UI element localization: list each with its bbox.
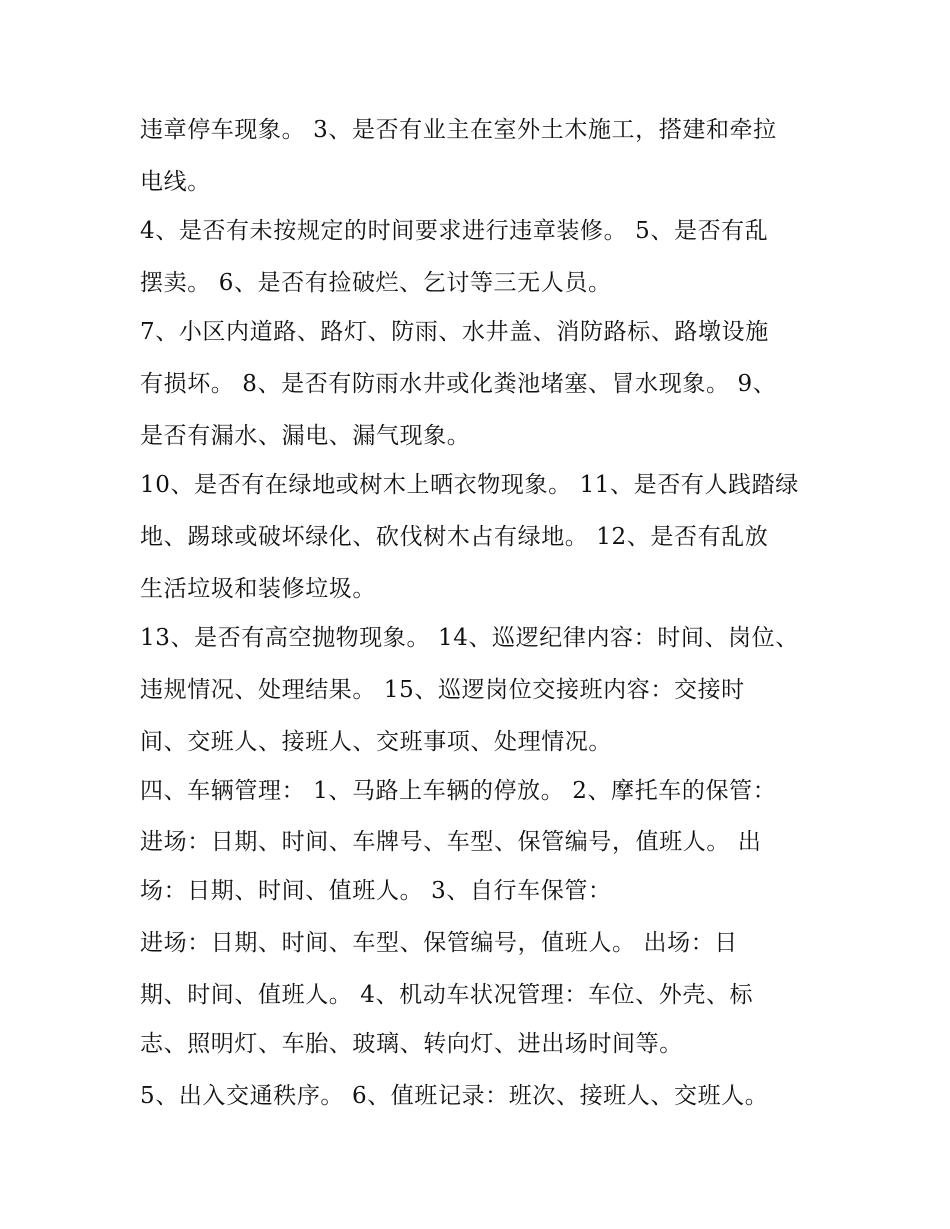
- text-line: 违规情况、处理结果。 15、巡逻岗位交接班内容：交接时: [140, 677, 745, 703]
- text-line: 场：日期、时间、值班人。 3、自行车保管：: [140, 878, 612, 904]
- text-line: 有损坏。 8、是否有防雨水井或化粪池堵塞、冒水现象。 9、: [140, 371, 777, 397]
- text-line: 5、出入交通秩序。 6、值班记录：班次、接班人、交班人。: [140, 1083, 769, 1109]
- text-line: 进场：日期、时间、车型、保管编号，值班人。 出场：日: [140, 930, 738, 956]
- text-line: 违章停车现象。 3、是否有业主在室外土木施工，搭建和牵拉: [140, 117, 777, 143]
- text-line: 是否有漏水、漏电、漏气现象。: [140, 423, 471, 449]
- text-line: 7、小区内道路、路灯、防雨、水井盖、消防路标、路墩设施: [140, 319, 769, 345]
- text-line: 生活垃圾和装修垃圾。: [140, 576, 376, 602]
- text-line: 进场：日期、时间、车牌号、车型、保管编号，值班人。 出: [140, 829, 762, 855]
- text-line: 电线。: [140, 169, 211, 195]
- text-line: 摆卖。 6、是否有捡破烂、乞讨等三无人员。: [140, 270, 612, 296]
- text-line: 10、是否有在绿地或树木上晒衣物现象。 11、是否有人践踏绿: [140, 472, 799, 498]
- text-line: 四、车辆管理： 1、马路上车辆的停放。 2、摩托车的保管：: [140, 778, 777, 804]
- text-line: 间、交班人、接班人、交班事项、处理情况。: [140, 729, 612, 755]
- text-line: 13、是否有高空抛物现象。 14、巡逻纪律内容：时间、岗位、: [140, 625, 799, 651]
- text-line: 志、照明灯、车胎、玻璃、转向灯、进出场时间等。: [140, 1031, 683, 1057]
- text-line: 期、时间、值班人。 4、机动车状况管理：车位、外壳、标: [140, 982, 754, 1008]
- text-line: 地、踢球或破坏绿化、砍伐树木占有绿地。 12、是否有乱放: [140, 524, 769, 550]
- text-line: 4、是否有未按规定的时间要求进行违章装修。 5、是否有乱: [140, 218, 769, 244]
